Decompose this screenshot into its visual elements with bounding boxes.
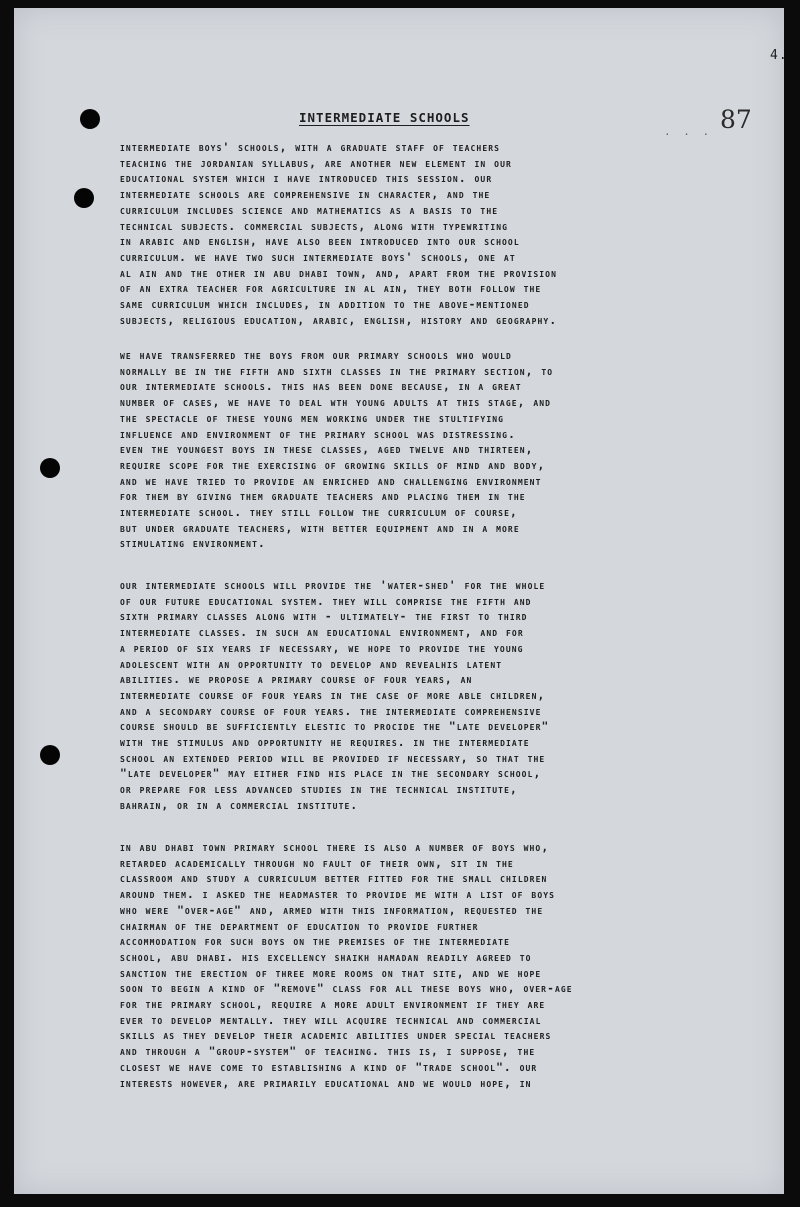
punch-hole — [80, 109, 100, 129]
paragraph-transferred-boys: we have transferred the boys from our primary schools who would normally be in the fifth and sixth classes in the primary section, to our intermediate schools. this has been done because, in a great number of cases, we have to deal wth young adults at this stage, and the spectacle of these young men working under the stultifying influence and environment of the primary school was distressing. even the youngest boys in these classes, aged twelve and thirteen, require scope for the exercising of growing skills of mind and body, and we have tried to provide an enriched and challenging environment for them by giving them graduate teachers and placing them in the intermediate school. they still follow the curriculum of course, but under graduate teachers, with better equipment and in a more stimulating environment. — [120, 349, 554, 551]
page-title: INTERMEDIATE SCHOOLS — [299, 110, 470, 125]
paragraph-over-age-boys: in abu dhabi town primary school there is also a number of boys who, retarded academically through no fault of their own, sit in the classroom and study a curriculum better fitted for the small children around them. i asked the headmaster to provide me with a list of boys who were "over-age" and, armed with this information, requested the chairman of the department of education to provide further accommodation for such boys on the premises of the intermediate school, abu dhabi. his excellency shaikh hamadan readily agreed to sanction the erection of three more rooms on that site, and we hope soon to begin a kind of "remove" class for all these boys who, over-age for the primary school, require a more adult environment if they are ever to develop mentally. they will acquire technical and commercial skills as they develop their academic abilities under special teachers and through a "group-system" of teaching. this is, i suppose, the closest we have come to establishing a kind of "trade school". our interests however, are primarily educational and we would hope, in — [120, 841, 573, 1090]
decorative-dots: · · · — [664, 128, 713, 141]
punch-hole — [40, 458, 60, 478]
punch-hole — [40, 745, 60, 765]
corner-mark: 4. — [770, 48, 788, 63]
page-number: 87 — [720, 105, 752, 134]
paragraph-water-shed: our intermediate schools will provide the 'water-shed' for the whole of our future educational system. they will comprise the fifth and sixth primary classes along with - ultimately- the first to third intermediate classes. in such an educational environment, and for a period of six years if necessary, we hope to provide the young adolescent with an opportunity to develop and revealhis latent abilities. we propose a primary course of four years, an intermediate course of four years in the case of more able children, and a secondary course of four years. the intermediate comprehensive course should be sufficiently elestic to procide the "late developer" with the stimulus and opportunity he requires. in the intermediate school an extended period will be provided if necessary, so that the "late developer" may either find his place in the secondary school, or prepare for less advanced studies in the technical institute, bahrain, or in a commercial institute. — [120, 579, 550, 812]
paragraph-intermediate-boys-schools: intermediate boys' schools, with a graduate staff of teachers teaching the jordanian syllabus, are another new element in our educational system which i have introduced this session. our intermediate schools are comprehensive in character, and the curriculum includes science and mathematics as a basis to the technical subjects. commercial subjects, along with typewriting in arabic and english, have also been introduced into our school curriculum. we have two such intermediate boys' schools, one at al ain and the other in abu dhabi town, and, apart from the provision of an extra teacher for agriculture in al ain, they both follow the same curriculum which includes, in addition to the above-mentioned subjects, religious education, arabic, english, history and geography. — [120, 141, 558, 327]
punch-hole — [74, 188, 94, 208]
